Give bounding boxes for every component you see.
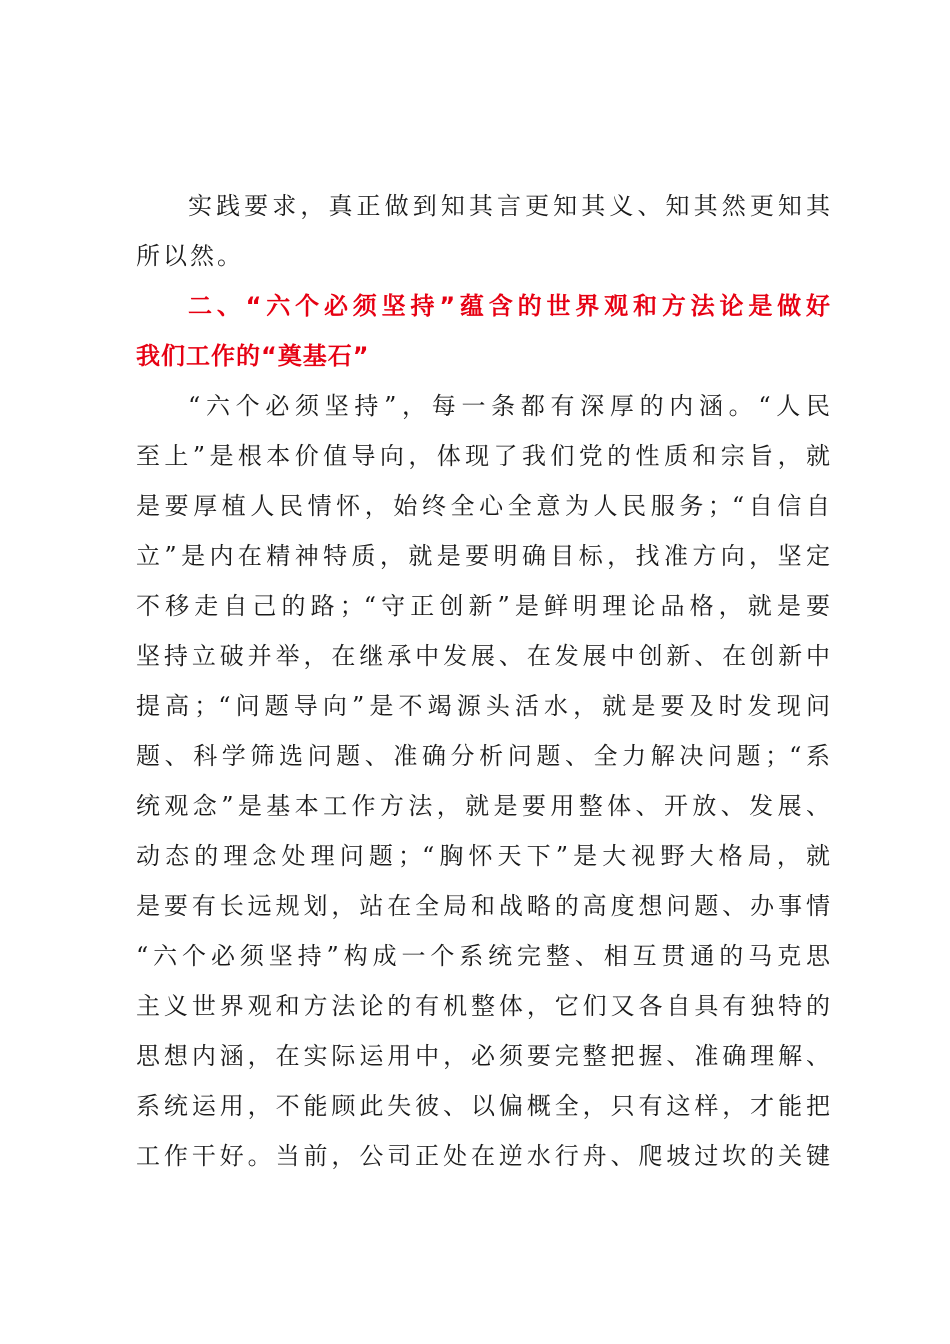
section-heading-line: 我们工作的“奠基石” — [136, 342, 370, 370]
paragraph-line: 动态的理念处理问题；“胸怀天下”是大视野大格局，就 — [136, 842, 830, 870]
paragraph-line: “六个必须坚持”构成一个系统完整、相互贯通的马克思 — [136, 942, 830, 970]
paragraph-line: 是要有长远规划，站在全局和战略的高度想问题、办事情 — [136, 892, 830, 920]
section-heading-line: 二、“六个必须坚持”蕴含的世界观和方法论是做好 — [188, 292, 830, 320]
paragraph-line: 题、科学筛选问题、准确分析问题、全力解决问题；“系 — [136, 742, 830, 770]
paragraph-line: 提高；“问题导向”是不竭源头活水，就是要及时发现问 — [136, 692, 830, 720]
paragraph-line: 至上”是根本价值导向，体现了我们党的性质和宗旨，就 — [136, 442, 830, 470]
paragraph-line: 统观念”是基本工作方法，就是要用整体、开放、发展、 — [136, 792, 830, 820]
paragraph-line: 所以然。 — [136, 242, 244, 270]
paragraph-line: “六个必须坚持”，每一条都有深厚的内涵。“人民 — [188, 392, 830, 420]
paragraph-line: 实践要求，真正做到知其言更知其义、知其然更知其 — [188, 192, 830, 220]
paragraph-line: 工作干好。当前，公司正处在逆水行舟、爬坡过坎的关键 — [136, 1142, 830, 1170]
paragraph-line: 不移走自己的路；“守正创新”是鲜明理论品格，就是要 — [136, 592, 830, 620]
paragraph-line: 是要厚植人民情怀，始终全心全意为人民服务；“自信自 — [136, 492, 830, 520]
paragraph-line: 思想内涵，在实际运用中，必须要完整把握、准确理解、 — [136, 1042, 830, 1070]
paragraph-line: 坚持立破并举，在继承中发展、在发展中创新、在创新中 — [136, 642, 830, 670]
paragraph-line: 主义世界观和方法论的有机整体，它们又各自具有独特的 — [136, 992, 830, 1020]
paragraph-line: 系统运用，不能顾此失彼、以偏概全，只有这样，才能把 — [136, 1092, 830, 1120]
paragraph-line: 立”是内在精神特质，就是要明确目标，找准方向，坚定 — [136, 542, 830, 570]
